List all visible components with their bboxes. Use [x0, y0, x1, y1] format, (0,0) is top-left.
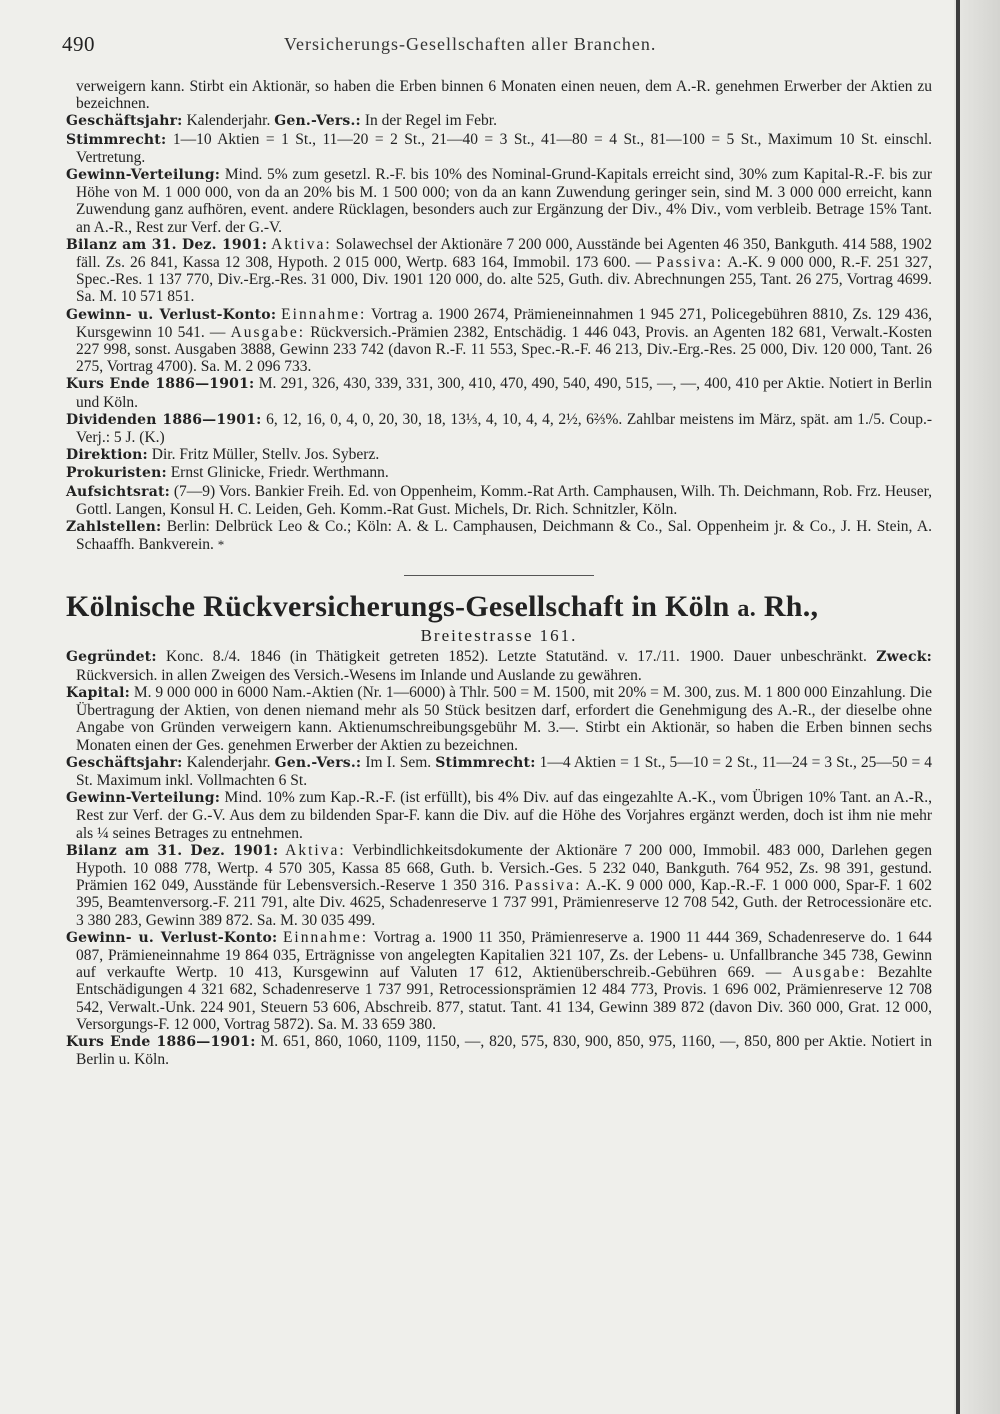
field-label: Gewinn- u. Verlust-Konto: — [66, 929, 278, 946]
entry-gewinn-verlust-2: Gewinn- u. Verlust-Konto: Einnahme: Vortrag a. 1900 11 350, Prämienreserve a. 1900 11 444 369, Schadenreserve do. 1 644 087, Prämieneinnahme 19 864 035, Erträgnisse von angelegten Kapitalien 321 107, Zs. der Lebens- u. Unfallbranche 345 738, Gewinn auf verkaufte Wertp. 10 413, Kursgewinn auf Valuten 17 612, Aktienüberschreib.-Gebühren 669. — Ausgabe: Bezahlte Entschädigungen 4 321 682, Schadenreserve 1 737 991, Retrocessionsprämien 12 484 773, Provis. 1 696 002, Prämienreserve 12 708 542, Verwalt.-Unk. 224 901, Steuern 53 606, Abschreib. 877, statut. Tant. 41 134, Gewinn 389 872 (davon Div. 360 000, Grat. 12 000, Versorgungs-F. 12 000, Vortrag 5872). Sa. M. 33 659 380. — [66, 928, 933, 1033]
field-label: Gewinn- u. Verlust-Konto: — [66, 306, 277, 323]
entry-zahlstellen: Zahlstellen: Berlin: Delbrück Leo & Co.; Köln: A. & L. Camphausen, Deichmann & Co., Sal. Oppenheim jr. & Co., J. H. Stein, A. Schaaffh. Bankverein. * — [66, 518, 933, 554]
entry-gewinn-verteilung-2: Gewinn-Verteilung: Mind. 10% zum Kap.-R.-F. (ist erfüllt), bis 4% Div. auf das eingezahlte A.-K., vom Übrigen 10% Tant. an A.-R., Rest zur Verf. der G.-V. Aus dem zu bildenden Spar-F. kann die Div. auf die Höhe des Vorjahres ergänzt werden, doch ist ihm nie mehr als ¼ seines Betrages zu entnehmen. — [66, 789, 932, 842]
field-label: Gen.-Vers.: — [274, 754, 362, 771]
company-title: Kölnische Rückversicherungs-Gesellschaft in Köln a. Rh., — [66, 590, 819, 624]
field-label: Kapital: — [66, 684, 130, 701]
running-head: Versicherungs-Gesellschaften aller Branchen. — [284, 34, 657, 54]
entry-dividenden: Dividenden 1886—1901: 6, 12, 16, 0, 4, 0, 20, 30, 18, 13⅓, 4, 10, 4, 4, 2½, 6⅔%. Zahlbar meistens im März, spät. am 1./5. Coup.-Verj.: 5 J. (K.) — [66, 410, 932, 447]
field-label: Dividenden 1886—1901: — [66, 411, 262, 428]
page-content — [66, 78, 932, 1068]
entry-stimmrecht: Stimmrecht: 1—10 Aktien = 1 St., 11—20 = 2 St., 21—40 = 3 St., 41—80 = 4 St., 81—100 = 5 St., Maximum 10 St. einschl. Vertretung. — [66, 130, 933, 166]
field-label: Aufsichtsrat: — [66, 483, 170, 500]
field-label: Gegründet: — [66, 649, 157, 666]
field-label: Zahlstellen: — [66, 519, 162, 536]
entry-kurs-2: Kurs Ende 1886—1901: M. 651, 860, 1060, 1109, 1150, —, 820, 575, 830, 900, 850, 975, 1160, —, 850, 800 per Aktie. Notiert in Berlin u. Köln. — [66, 1032, 932, 1069]
field-label: Stimmrecht: — [435, 754, 536, 771]
entry-gegruendet: Gegründet: Konc. 8./4. 1846 (in Thätigkeit getreten 1852). Letzte Statutänd. v. 17./11. 1900. Dauer unbeschränkt. Zweck: Rückversich. in allen Zweigen des Versich.-Wesens im Inlande und Auslande zu gewähren. — [66, 648, 933, 684]
field-label: Zweck: — [876, 649, 933, 666]
entry-bilanz: Bilanz am 31. Dez. 1901: Aktiva: Solawechsel der Aktionäre 7 200 000, Ausstände bei Agenten 46 350, Bankguth. 414 588, 1902 fäll. Zs. 26 841, Kassa 12 308, Hypoth. 2 015 000, Wertp. 683 164, Immobil. 173 600. — Passiva: A.-K. 9 000 000, R.-F. 251 327, Spec.-Res. 1 137 770, Div.-Erg.-Res. 31 000, Div. 1901 120 000, do. alte 525, Guth. div. Abrechnungen 255, Tant. 26 275, Vortrag 4699. Sa. M. 10 571 851. — [66, 235, 932, 306]
field-label: Gewinn-Verteilung: — [66, 167, 221, 184]
entry-geschaeftsjahr-2: Geschäftsjahr: Kalenderjahr. Gen.-Vers.: Im I. Sem. Stimmrecht: 1—4 Aktien = 1 St., 5—10 = 2 St., 11—24 = 3 St., 25—50 = 4 St. Maximum inkl. Vollmachten 6 St. — [66, 753, 933, 789]
asterisk-mark: * — [217, 537, 225, 553]
field-label: Geschäftsjahr: — [66, 754, 183, 771]
entry-geschaeftsjahr: Geschäftsjahr: Kalenderjahr. Gen.-Vers.: In der Regel im Febr. — [66, 112, 497, 130]
page-edge-rule — [956, 0, 960, 1414]
field-label: Prokuristen: — [66, 465, 167, 482]
section-divider — [404, 575, 594, 576]
field-label: Gewinn-Verteilung: — [66, 790, 221, 807]
entry-aufsichtsrat: Aufsichtsrat: (7—9) Vors. Bankier Freih. Ed. von Oppenheim, Komm.-Rat Arth. Camphausen, Wilh. Th. Deichmann, Rob. Frz. Heuser, Gottl. Langen, Konsul H. C. Leiden, Geh. Komm.-Rat Gust. Michels, Dr. Rich. Schnitzler, Köln. — [66, 482, 932, 518]
field-label: Bilanz am 31. Dez. 1901: — [66, 236, 268, 253]
entry-kurs: Kurs Ende 1886—1901: M. 291, 326, 430, 339, 331, 300, 410, 470, 490, 540, 490, 515, —, —, 400, 410 per Aktie. Notiert in Berlin und Köln. — [66, 375, 933, 411]
entry-direktion: Direktion: Dir. Fritz Müller, Stellv. Jos. Syberz. — [66, 446, 380, 464]
page-number: 490 — [62, 32, 95, 56]
entry-bilanz-2: Bilanz am 31. Dez. 1901: Aktiva: Verbindlichkeitsdokumente der Aktionäre 7 200 000, Immobil. 483 000, Darlehen gegen Hypoth. 10 088 778, Wertp. 4 570 305, Kassa 85 668, Guth. b. Versich.-Ges. 5 232 040, Bankguth. 764 952, Zs. 98 391, gestund. Prämien 162 049, Ausstände für Lebensversich.-Reserve 1 350 316. Passiva: A.-K. 9 000 000, Kap.-R.-F. 1 000 000, Spar-F. 1 602 395, Beamtenversorg.-F. 211 791, alte Div. 4625, Schadenreserve 1 737 991, Prämienreserve 12 708 542, Guth. der Retrocessionäre etc. 3 380 283, Gewinn 389 872. Sa. M. 30 035 499. — [66, 841, 933, 929]
field-label: Geschäftsjahr: — [66, 113, 183, 130]
entry-kapital: Kapital: M. 9 000 000 in 6000 Nam.-Aktien (Nr. 1—6000) à Thlr. 500 = M. 1500, mit 20% = M. 300, zus. M. 1 800 000 Einzahlung. Die Übertragung der Aktien, von denen niemand mehr als 50 Stück besitzen darf, erfordert die Genehmigung des A.-R., der dieselbe ohne Angabe von Gründen verweigern kann. Aktienumschreibungsgebühr M. 3.—. Stirbt ein Aktionär, so haben die Erben binnen sechs Monaten einen der Ges. genehmen Erwerber der Aktien zu bezeichnen. — [66, 683, 932, 754]
field-label: Gen.-Vers.: — [274, 113, 361, 130]
page-edge-shadow — [954, 0, 1000, 1414]
field-label: Stimmrecht: — [66, 131, 167, 148]
field-label: Direktion: — [66, 447, 148, 464]
field-label: Kurs Ende 1886—1901: — [66, 376, 255, 393]
field-label: Bilanz am 31. Dez. 1901: — [66, 842, 279, 859]
company-address: Breitestrasse 161. — [420, 626, 578, 646]
field-label: Kurs Ende 1886—1901: — [66, 1033, 256, 1050]
entry-gewinn-verteilung: Gewinn-Verteilung: Mind. 5% zum gesetzl. R.-F. bis 10% des Nominal-Grund-Kapitals erreicht sind, 30% zum Kapital-R.-F. bis zur Höhe von M. 1 000 000, von da an 20% bis M. 1 500 000; von da an kann Zuwendung geringer sein, sind M. 3 000 000 erreicht, kann Zuwendung ganz aufhören, event. andere Rücklagen, besonders auch zur Ergänzung der Div., 4% Div., vom verbleib. Betrage 15% Tant. an A.-R., Rest zur Verf. der G.-V. — [66, 166, 933, 236]
entry-gewinn-verlust: Gewinn- u. Verlust-Konto: Einnahme: Vortrag a. 1900 2674, Prämieneinnahmen 1 945 271, Policegebühren 8810, Zs. 129 436, Kursgewinn 10 541. — Ausgabe: Rückversich.-Prämien 2382, Entschädig. 1 446 043, Provis. an Agenten 182 681, Verwalt.-Kosten 227 998, sonst. Ausgaben 3888, Gewinn 233 742 (davon R.-F. 11 553, Spec.-R.-F. 46 213, Div.-Erg.-Res. 25 000, Div. 120 000, Tant. 26 275, Vortrag 4700). Sa. M. 2 096 733. — [66, 305, 933, 376]
entry-continuation: verweigern kann. Stirbt ein Aktionär, so haben die Erben binnen 6 Monaten einen neuen, dem A.-R. genehmen Erwerber der Aktien zu bezeichnen. — [76, 78, 932, 113]
entry-prokuristen: Prokuristen: Ernst Glinicke, Friedr. Werthmann. — [66, 464, 389, 482]
page-header — [62, 32, 932, 62]
